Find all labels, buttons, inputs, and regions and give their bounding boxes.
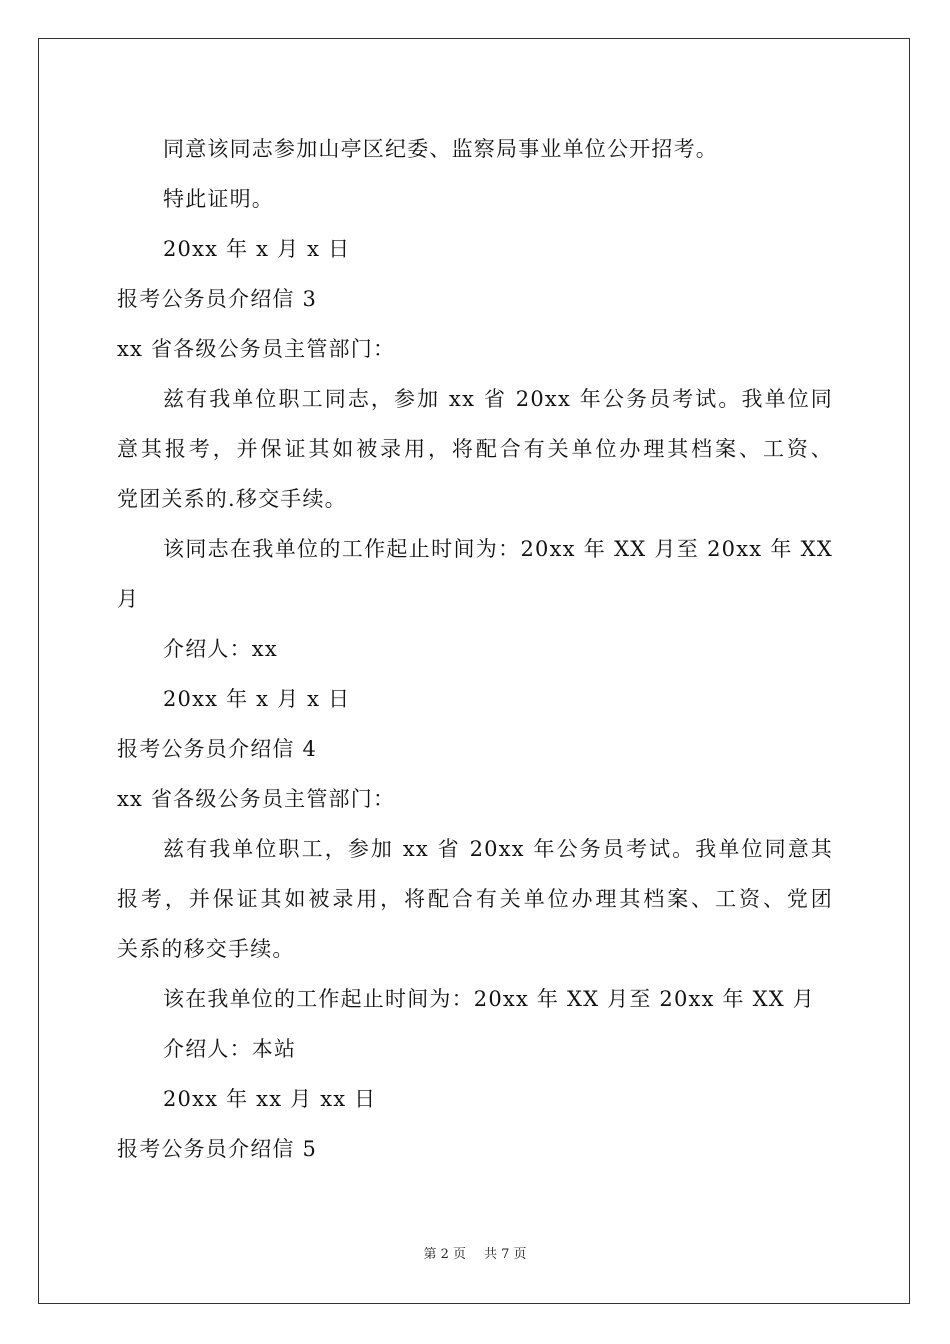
date-line-3: 20xx 年 x 月 x 日 xyxy=(163,687,351,711)
date-line-4: 20xx 年 xx 月 xx 日 xyxy=(163,1087,377,1111)
work-period-line-3a: 该同志在我单位的工作起止时间为：20xx 年 XX 月至 20xx 年 XX xyxy=(163,537,833,561)
salutation-3: xx 省各级公务员主管部门： xyxy=(117,337,396,361)
work-period-line-4: 该在我单位的工作起止时间为：20xx 年 XX 月至 20xx 年 XX 月 xyxy=(163,987,815,1011)
date-line: 20xx 年 x 月 x 日 xyxy=(163,237,351,261)
salutation-4: xx 省各级公务员主管部门： xyxy=(117,787,396,811)
body-line-3a: 兹有我单位职工同志，参加 xx 省 20xx 年公务员考试。我单位同 xyxy=(163,387,833,411)
section-heading-3: 报考公务员介绍信 3 xyxy=(117,287,318,311)
body-line-3b: 意其报考，并保证其如被录用，将配合有关单位办理其档案、工资、 xyxy=(117,437,833,461)
page-footer xyxy=(0,1246,950,1264)
section-heading-5: 报考公务员介绍信 5 xyxy=(117,1137,318,1161)
introducer-line-3: 介绍人：xx xyxy=(163,637,278,661)
body-line-4b: 报考，并保证其如被录用，将配合有关单位办理其档案、工资、党团 xyxy=(117,887,833,911)
section-heading-4: 报考公务员介绍信 4 xyxy=(117,737,318,761)
certification-text: 特此证明。 xyxy=(163,187,274,211)
body-line-4c: 关系的移交手续。 xyxy=(117,937,295,961)
body-line-4a: 兹有我单位职工，参加 xx 省 20xx 年公务员考试。我单位同意其 xyxy=(163,837,833,861)
current-page-number: 第 2 页 xyxy=(423,1247,466,1262)
work-period-line-3b: 月 xyxy=(117,587,140,611)
consent-paragraph: 同意该同志参加山亭区纪委、监察局事业单位公开招考。 xyxy=(163,137,718,161)
body-line-3c: 党团关系的.移交手续。 xyxy=(117,487,347,511)
introducer-line-4: 介绍人：本站 xyxy=(163,1037,297,1061)
total-page-count: 共 7 页 xyxy=(484,1247,527,1262)
